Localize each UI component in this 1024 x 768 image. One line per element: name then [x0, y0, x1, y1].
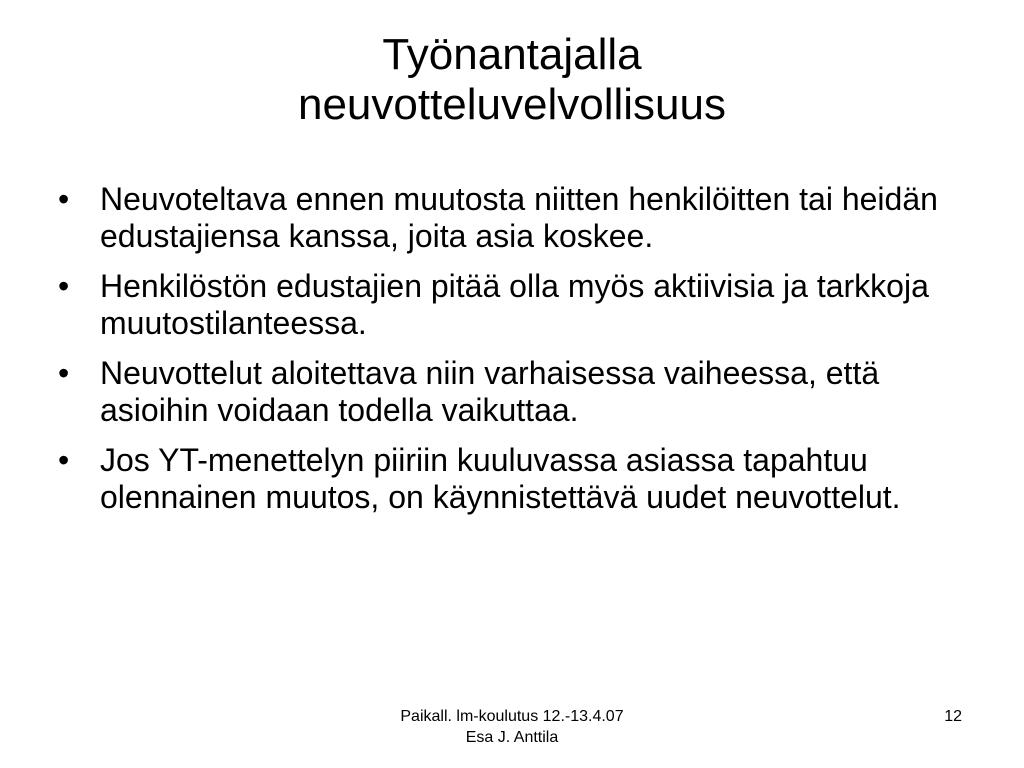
bullet-text: Henkilöstön edustajien pitää olla myös aktiivisia ja tarkkoja muutostilanteessa.: [100, 268, 929, 341]
bullet-dot-icon: •: [58, 268, 70, 304]
bullet-dot-icon: •: [58, 355, 70, 391]
footer-text: [0, 706, 1024, 748]
bullet-item: [58, 268, 978, 342]
page-number: 12: [944, 708, 962, 725]
bullet-item: [58, 442, 978, 516]
footer-line: Paikall. lm-koulutus 12.-13.4.07: [400, 708, 624, 725]
footer-line: Esa J. Anttila: [465, 729, 559, 746]
bullet-text: Jos YT-menettelyn piiriin kuuluvassa asiassa tapahtuu olennainen muutos, on käynnistettävä uudet neuvottelut.: [100, 442, 901, 515]
bullet-text: Neuvoteltava ennen muutosta niitten henkilöitten tai heidän edustajiensa kanssa, joita asia koskee.: [100, 181, 938, 254]
bullet-list: [58, 181, 978, 529]
slide-title: [0, 30, 1024, 130]
bullet-text: Neuvottelut aloitettava niin varhaisessa vaiheessa, että asioihin voidaan todella vaikuttaa.: [100, 355, 880, 428]
bullet-dot-icon: •: [58, 181, 70, 217]
bullet-dot-icon: •: [58, 442, 70, 478]
slide-title-line: Työnantajalla: [382, 30, 642, 79]
bullet-item: [58, 181, 978, 255]
bullet-item: [58, 355, 978, 429]
slide-title-line: neuvotteluvelvollisuus: [297, 80, 727, 129]
